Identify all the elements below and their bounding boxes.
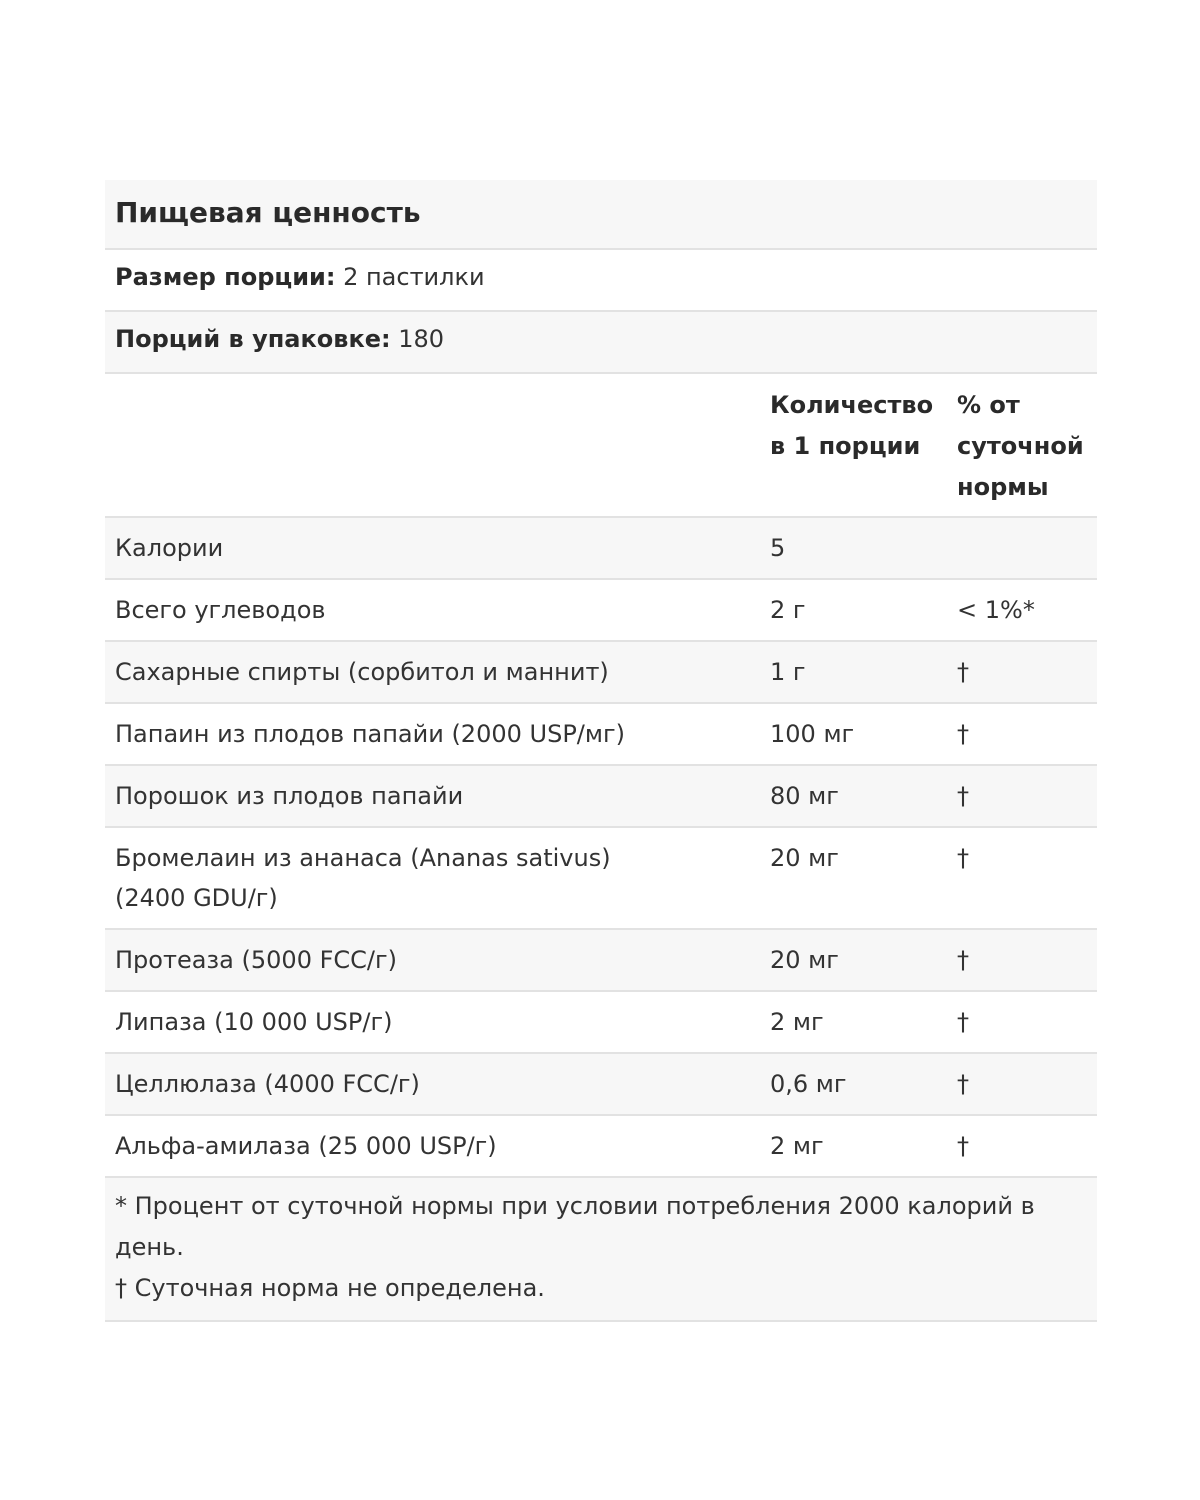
nutrition-title-row <box>105 180 1097 250</box>
table-row <box>105 518 1097 580</box>
header-dv-line1: % от <box>957 391 1020 419</box>
row-amount: 2 г <box>770 596 806 624</box>
row-name-line1: Бромелаин из ананаса (Ananas sativus) <box>115 844 611 872</box>
header-dv-line3: нормы <box>957 473 1049 501</box>
table-row <box>105 828 1097 930</box>
serving-size-value: 2 пастилки <box>343 263 485 291</box>
row-name: Сахарные спирты (сорбитол и маннит) <box>115 658 609 686</box>
table-row <box>105 1116 1097 1178</box>
row-name: Всего углеводов <box>115 596 326 624</box>
row-amount: 20 мг <box>770 844 839 872</box>
row-dv: † <box>957 946 969 974</box>
header-amount-cell <box>770 385 957 467</box>
header-amount-line2: в 1 порции <box>770 432 921 460</box>
table-row <box>105 704 1097 766</box>
header-dv-line2: суточной <box>957 432 1084 460</box>
serving-size-label: Размер порции: <box>115 263 336 291</box>
header-amount-line1: Количество <box>770 391 934 419</box>
row-dv: † <box>957 782 969 810</box>
nutrition-title: Пищевая ценность <box>115 196 421 229</box>
table-row <box>105 766 1097 828</box>
table-row <box>105 930 1097 992</box>
row-name <box>115 838 770 918</box>
row-name-line2: (2400 GDU/г) <box>115 884 278 912</box>
table-header-row <box>105 374 1097 518</box>
row-dv: < 1%* <box>957 596 1035 624</box>
footnote-line3: † Суточная норма не определена. <box>115 1274 545 1302</box>
row-amount: 20 мг <box>770 946 839 974</box>
row-dv: † <box>957 1008 969 1036</box>
row-amount: 1 г <box>770 658 806 686</box>
servings-per-container-value: 180 <box>398 325 445 353</box>
table-row <box>105 992 1097 1054</box>
row-dv: † <box>957 1132 969 1160</box>
row-name: Протеаза (5000 FCC/г) <box>115 946 397 974</box>
row-name: Порошок из плодов папайи <box>115 782 464 810</box>
row-amount: 100 мг <box>770 720 855 748</box>
row-name: Липаза (10 000 USP/г) <box>115 1008 393 1036</box>
row-dv: † <box>957 844 969 872</box>
servings-per-container-label: Порций в упаковке: <box>115 325 391 353</box>
row-name: Папаин из плодов папайи (2000 USP/мг) <box>115 720 625 748</box>
row-amount: 0,6 мг <box>770 1070 847 1098</box>
row-amount: 5 <box>770 534 786 562</box>
footnote-line2: день. <box>115 1233 184 1261</box>
row-amount: 2 мг <box>770 1008 824 1036</box>
row-name: Целлюлаза (4000 FCC/г) <box>115 1070 420 1098</box>
table-row <box>105 642 1097 704</box>
row-name: Альфа-амилаза (25 000 USP/г) <box>115 1132 497 1160</box>
header-dv-cell <box>957 385 1097 508</box>
row-dv: † <box>957 1070 969 1098</box>
row-amount: 80 мг <box>770 782 839 810</box>
row-name: Калории <box>115 534 224 562</box>
footnotes <box>105 1178 1097 1322</box>
servings-per-container-row <box>105 312 1097 374</box>
table-row <box>105 1054 1097 1116</box>
table-row <box>105 580 1097 642</box>
row-amount: 2 мг <box>770 1132 824 1160</box>
serving-size-row <box>105 250 1097 312</box>
row-dv: † <box>957 720 969 748</box>
footnote-line1: * Процент от суточной нормы при условии потребления 2000 калорий в <box>115 1192 1035 1220</box>
nutrition-facts-panel <box>105 180 1097 1322</box>
row-dv: † <box>957 658 969 686</box>
